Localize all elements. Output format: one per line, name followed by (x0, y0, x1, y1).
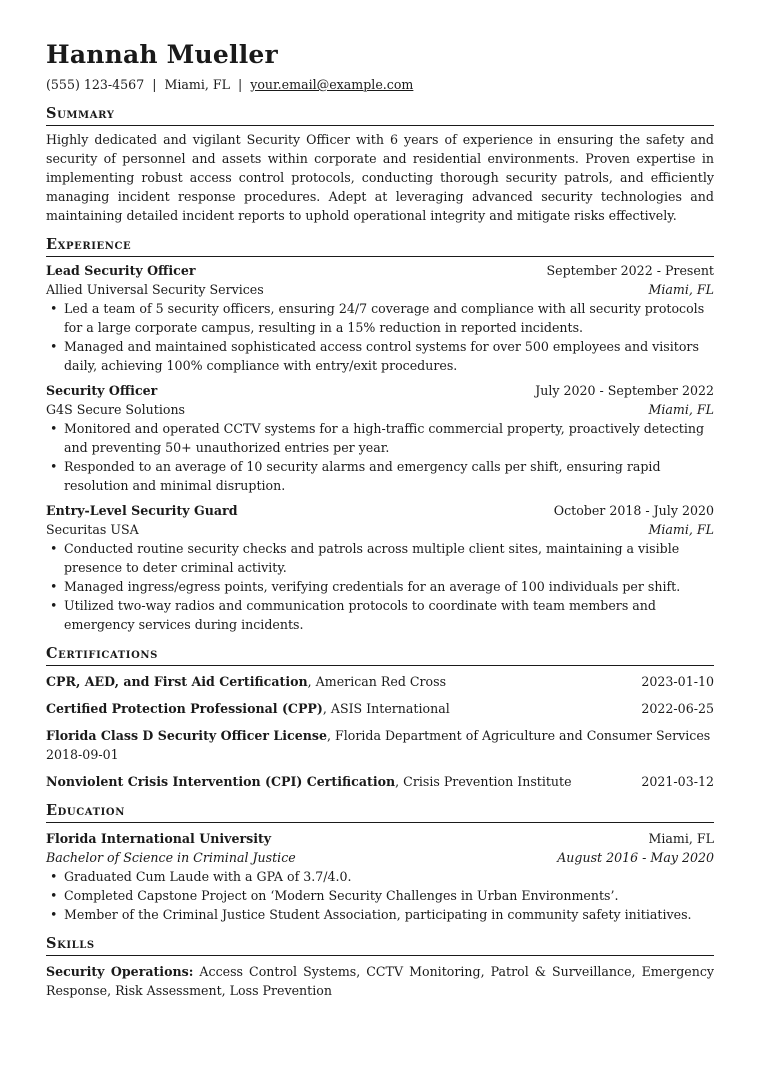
job-entry (46, 261, 714, 375)
education-bullets (46, 867, 714, 924)
experience-list (46, 261, 714, 634)
email-link[interactable]: your.email@example.com (250, 77, 414, 92)
section-title-education: Education (46, 801, 714, 823)
certification-date: 2018-09-01 (46, 747, 119, 762)
education-entry (46, 829, 714, 924)
section-title-experience: Experience (46, 235, 714, 257)
certification-issuer: , American Red Cross (307, 674, 447, 689)
bullet-item: • Managed and maintained sophisticated access control systems for over 500 employees and visitors daily, achieving 100% compliance with entry/exit procedures. (46, 337, 714, 375)
job-company: Securitas USA (46, 522, 139, 537)
education-dates: August 2016 - May 2020 (557, 850, 714, 865)
bullet-item: • Conducted routine security checks and patrols across multiple client sites, maintaining a visible presence to deter criminal activity. (46, 539, 714, 577)
certification-issuer: , Florida Department of Agriculture and Consumer Services (326, 728, 711, 743)
certification-issuer: , Crisis Prevention Institute (395, 774, 572, 789)
certification-item (46, 699, 714, 718)
summary-text: Highly dedicated and vigilant Security Officer with 6 years of experience in ensuring the safety and security of personnel and assets within corporate and residential environments. Proven expertise in implementing robust access control protocols, conducting thorough security patrols, and efficiently managing incident response procedures. Adept at leveraging advanced security technologies and maintaining detailed incident reports to uphold operational integrity and mitigate risks effectively. (46, 132, 714, 223)
certification-date: 2021-03-12 (641, 774, 714, 789)
job-company: Allied Universal Security Services (46, 282, 264, 297)
job-company: G4S Secure Solutions (46, 402, 186, 417)
job-entry (46, 501, 714, 634)
certification-list (46, 672, 714, 791)
certification-name: Nonviolent Crisis Intervention (CPI) Certification (46, 774, 396, 789)
job-dates: October 2018 - July 2020 (553, 503, 714, 518)
bullet-item: • Responded to an average of 10 security alarms and emergency calls per shift, ensuring rapid resolution and minimal disruption. (46, 457, 714, 495)
section-title-certifications: Certifications (46, 644, 714, 666)
job-entry (46, 381, 714, 495)
bullet-item: • Managed ingress/egress points, verifying credentials for an average of 100 individuals per shift. (46, 577, 714, 596)
bullet-item: • Member of the Criminal Justice Student Association, participating in community safety initiatives. (46, 905, 714, 924)
skill-category: Security Operations: (46, 964, 194, 979)
bullet-item: • Utilized two-way radios and communication protocols to coordinate with team members and emergency services during incidents. (46, 596, 714, 634)
bullet-item: • Completed Capstone Project on ‘Modern Security Challenges in Urban Environments’. (46, 886, 714, 905)
certification-date: 2022-06-25 (641, 701, 714, 716)
school-name: Florida International University (46, 831, 272, 846)
skills-line (46, 962, 714, 1000)
separator: | (152, 77, 157, 92)
job-bullets (46, 539, 714, 634)
bullet-item: • Monitored and operated CCTV systems for a high-traffic commercial property, proactively detecting and preventing 50+ unauthorized entries per year. (46, 419, 714, 457)
skill-list: Access Control Systems, CCTV Monitoring, Patrol & Surveillance, Emergency Response, Risk Assessment, Loss Prevention (46, 964, 714, 998)
job-role: Security Officer (46, 383, 158, 398)
separator: | (237, 77, 243, 92)
candidate-name: Hannah Mueller (46, 40, 278, 69)
certification-name: Florida Class D Security Officer License (46, 728, 327, 743)
contact-line (46, 76, 714, 94)
bullet-item: • Graduated Cum Laude with a GPA of 3.7/4.0. (46, 867, 714, 886)
section-title-summary: Summary (46, 104, 714, 126)
job-role: Entry-Level Security Guard (46, 503, 238, 518)
certification-date: 2023-01-10 (641, 674, 714, 689)
certification-name: CPR, AED, and First Aid Certification (46, 674, 308, 689)
school-location: Miami, FL (648, 831, 714, 846)
job-role: Lead Security Officer (46, 263, 196, 278)
section-title-skills: Skills (46, 934, 714, 956)
phone-number: (555) 123-4567 (46, 77, 145, 92)
job-bullets (46, 419, 714, 495)
job-location: Miami, FL (648, 402, 714, 417)
location: Miami, FL (164, 77, 230, 92)
job-dates: July 2020 - September 2022 (535, 383, 714, 398)
certification-item (46, 726, 714, 764)
certification-item (46, 772, 714, 791)
job-location: Miami, FL (648, 522, 714, 537)
certification-issuer: , ASIS International (322, 701, 450, 716)
degree: Bachelor of Science in Criminal Justice (46, 850, 296, 865)
job-location: Miami, FL (648, 282, 714, 297)
job-dates: September 2022 - Present (546, 263, 714, 278)
job-bullets (46, 299, 714, 375)
certification-name: Certified Protection Professional (CPP) (46, 701, 323, 716)
bullet-item: • Led a team of 5 security officers, ensuring 24/7 coverage and compliance with all security protocols for a large corporate campus, resulting in a 15% reduction in reported incidents. (46, 299, 714, 337)
certification-item (46, 672, 714, 691)
